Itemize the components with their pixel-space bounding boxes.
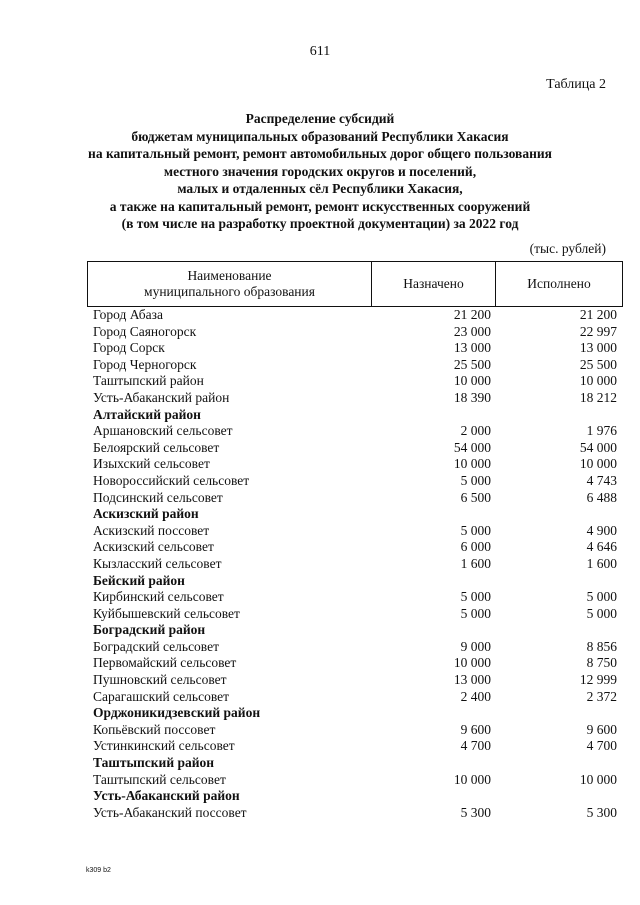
district-group-row (87, 788, 623, 805)
executed-amount: 4 900 (586, 522, 617, 538)
municipality-name: Усть-Абаканский поссовет (93, 804, 247, 820)
header-name-line1: Наименование (187, 268, 272, 283)
executed-amount: 2 372 (586, 688, 617, 704)
executed-amount: 54 000 (579, 439, 617, 455)
municipality-name: Кирбинский сельсовет (93, 589, 224, 605)
municipality-name: Подсинский сельсовет (93, 489, 223, 505)
title-line: Распределение субсидий (245, 111, 395, 126)
executed-amount (491, 622, 617, 639)
executed-amount (491, 755, 617, 772)
assigned-amount (375, 573, 491, 590)
municipality-name: Белоярский сельсовет (93, 439, 220, 455)
table-row (87, 672, 623, 689)
assigned-amount: 21 200 (453, 307, 491, 322)
document-title (60, 110, 580, 233)
assigned-amount (375, 705, 491, 722)
municipality-name: Таштыпский район (93, 373, 204, 389)
executed-amount: 5 300 (586, 804, 617, 820)
assigned-amount: 2 400 (460, 688, 491, 704)
footer-code: k309 b2 (86, 867, 111, 874)
assigned-amount: 23 000 (453, 323, 491, 339)
table-row (87, 473, 623, 490)
assigned-amount: 54 000 (453, 439, 491, 455)
executed-amount: 8 856 (586, 638, 617, 654)
district-group-row (87, 506, 623, 523)
assigned-amount: 5 000 (460, 472, 491, 488)
assigned-amount: 5 000 (460, 589, 491, 605)
table-row (87, 639, 623, 656)
table-row (87, 357, 623, 374)
municipality-name: Изыхский сельсовет (93, 456, 210, 472)
executed-amount: 10 000 (579, 373, 617, 389)
assigned-amount: 10 000 (453, 373, 491, 389)
executed-amount: 6 488 (586, 489, 617, 505)
executed-amount: 21 200 (579, 307, 617, 322)
district-group-row (87, 573, 623, 590)
municipality-name: Куйбышевский сельсовет (93, 605, 240, 621)
header-assigned: Назначено (372, 262, 496, 306)
assigned-amount: 18 390 (453, 389, 491, 405)
executed-amount: 5 000 (586, 605, 617, 621)
executed-amount: 5 000 (586, 589, 617, 605)
assigned-amount: 6 000 (460, 539, 491, 555)
municipality-name: Таштыпский район (93, 755, 215, 771)
assigned-amount: 9 600 (460, 721, 491, 737)
assigned-amount (375, 622, 491, 639)
municipality-name: Пушновский сельсовет (93, 672, 227, 688)
district-group-row (87, 755, 623, 772)
assigned-amount: 5 000 (460, 522, 491, 538)
municipality-name: Таштыпский сельсовет (93, 771, 226, 787)
municipality-name: Усть-Абаканский район (93, 788, 240, 804)
municipality-name: Аскизский поссовет (93, 522, 210, 538)
municipality-name: Первомайский сельсовет (93, 655, 237, 671)
assigned-amount: 4 700 (460, 738, 491, 754)
executed-amount (491, 506, 617, 523)
table-row (87, 440, 623, 457)
table-row (87, 689, 623, 706)
executed-amount: 22 997 (579, 323, 617, 339)
assigned-amount (375, 407, 491, 424)
table-row (87, 738, 623, 755)
assigned-amount (375, 788, 491, 805)
table-label: Таблица 2 (546, 77, 606, 92)
header-executed: Исполнено (527, 276, 591, 291)
table-row (87, 490, 623, 507)
executed-amount (491, 407, 617, 424)
assigned-amount: 5 300 (460, 804, 491, 820)
municipality-name: Боградский сельсовет (93, 638, 219, 654)
executed-amount: 12 999 (579, 672, 617, 688)
assigned-amount: 1 600 (460, 555, 491, 571)
executed-amount: 13 000 (579, 340, 617, 356)
assigned-amount (375, 506, 491, 523)
assigned-amount: 9 000 (460, 638, 491, 654)
municipality-name: Алтайский район (93, 406, 201, 422)
assigned-amount: 13 000 (453, 672, 491, 688)
executed-amount: 18 212 (579, 389, 617, 405)
municipality-name: Копьёвский поссовет (93, 721, 216, 737)
executed-amount: 25 500 (579, 356, 617, 372)
municipality-name: Город Саяногорск (93, 323, 197, 339)
municipality-name: Аршановский сельсовет (93, 423, 233, 439)
table-row (87, 539, 623, 556)
executed-amount: 4 743 (586, 472, 617, 488)
municipality-name: Город Черногорск (93, 356, 197, 372)
assigned-amount: 10 000 (453, 456, 491, 472)
municipality-name: Город Абаза (93, 307, 163, 322)
executed-amount (491, 705, 617, 722)
executed-amount: 10 000 (579, 456, 617, 472)
title-line: а также на капитальный ремонт, ремонт искусственных сооружений (109, 198, 531, 214)
executed-amount: 1 976 (586, 423, 617, 439)
executed-amount: 4 700 (586, 738, 617, 754)
municipality-name: Устинкинский сельсовет (93, 738, 235, 754)
assigned-amount: 5 000 (460, 605, 491, 621)
executed-amount (491, 573, 617, 590)
municipality-name: Орджоникидзевский район (93, 705, 261, 721)
title-line: малых и отдаленных сёл Республики Хакасия, (177, 181, 463, 196)
municipality-name: Бейский район (93, 572, 185, 588)
title-line: бюджетам муниципальных образований Республики Хакасия (131, 128, 509, 144)
table-row (87, 456, 623, 473)
table-row (87, 722, 623, 739)
title-line: местного значения городских округов и поселений, (163, 163, 477, 179)
municipality-name: Усть-Абаканский район (93, 389, 230, 405)
executed-amount: 4 646 (586, 539, 617, 555)
table-row (87, 324, 623, 341)
assigned-amount: 2 000 (460, 423, 491, 439)
municipality-name: Аскизский район (93, 506, 199, 522)
municipality-name: Аскизский сельсовет (93, 539, 214, 555)
assigned-amount: 10 000 (453, 771, 491, 787)
table-row (87, 307, 623, 324)
municipality-name: Боградский район (93, 622, 206, 638)
municipality-name: Сарагашский сельсовет (93, 688, 230, 704)
district-group-row (87, 407, 623, 424)
subsidy-table (87, 261, 623, 821)
table-row (87, 523, 623, 540)
assigned-amount: 25 500 (453, 356, 491, 372)
assigned-amount: 13 000 (453, 340, 491, 356)
table-row (87, 390, 623, 407)
assigned-amount: 10 000 (453, 655, 491, 671)
executed-amount (491, 788, 617, 805)
municipality-name: Новороссийский сельсовет (93, 472, 250, 488)
page-number: 611 (309, 44, 331, 59)
units-label: (тыс. рублей) (529, 241, 606, 256)
title-line: (в том числе на разработку проектной документации) за 2022 год (121, 216, 519, 231)
table-header (87, 261, 623, 307)
table-body (87, 307, 623, 821)
municipality-name: Город Сорск (93, 340, 165, 356)
assigned-amount (375, 755, 491, 772)
header-name (88, 262, 372, 306)
executed-amount: 9 600 (586, 721, 617, 737)
header-name-line2: муниципального образования (144, 284, 315, 299)
table-row (87, 772, 623, 789)
assigned-amount: 6 500 (460, 489, 491, 505)
table-row (87, 373, 623, 390)
municipality-name: Кызласский сельсовет (93, 555, 222, 571)
table-row (87, 805, 623, 822)
table-row (87, 340, 623, 357)
executed-amount: 8 750 (586, 655, 617, 671)
table-row (87, 556, 623, 573)
table-row (87, 606, 623, 623)
table-row (87, 655, 623, 672)
table-row (87, 423, 623, 440)
executed-amount: 1 600 (586, 555, 617, 571)
table-row (87, 589, 623, 606)
executed-amount: 10 000 (579, 771, 617, 787)
district-group-row (87, 705, 623, 722)
title-line: на капитальный ремонт, ремонт автомобильных дорог общего пользования (88, 146, 552, 161)
district-group-row (87, 622, 623, 639)
